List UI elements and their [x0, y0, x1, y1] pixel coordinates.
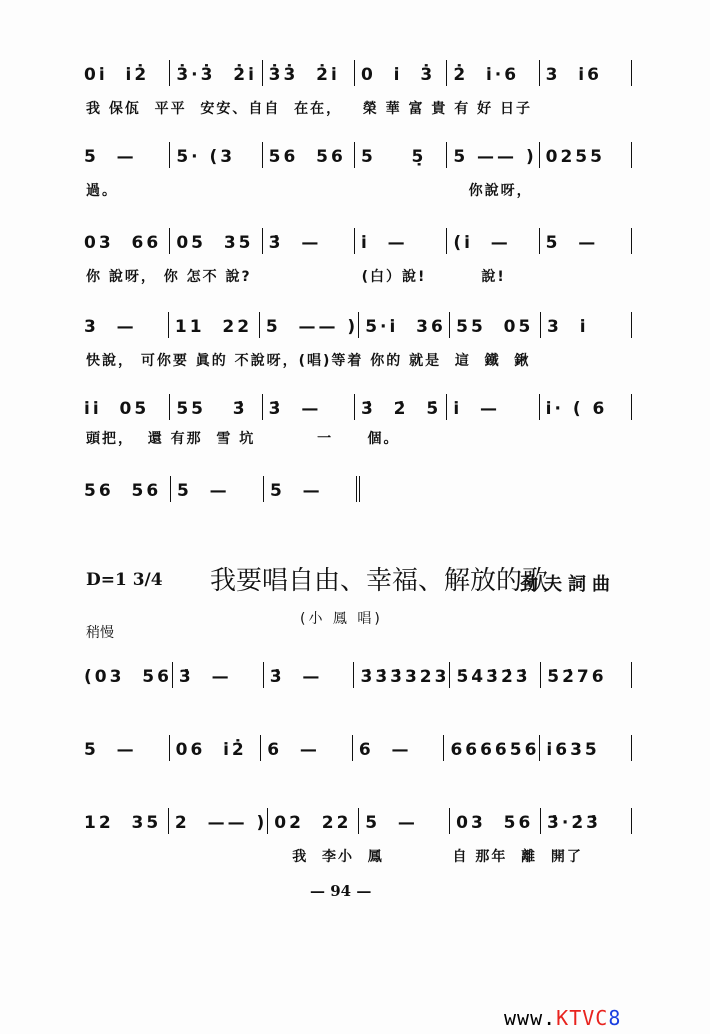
- measure: 2 —— ): [169, 808, 268, 834]
- measure: 06 i̇2̇: [170, 735, 262, 761]
- measure: 02 22: [268, 808, 359, 834]
- notation-line: [84, 392, 632, 420]
- notation-line: [84, 474, 360, 502]
- tempo-marking: 稍慢: [86, 625, 114, 641]
- measure: 5̇2̇76: [541, 662, 632, 688]
- notation-line: [84, 660, 632, 688]
- measure: 3̇3̇3̇323: [354, 662, 450, 688]
- notation-line: [84, 806, 632, 834]
- measure: 11 22: [169, 312, 260, 338]
- measure: 666656: [444, 735, 540, 761]
- measure: i̇· ( 6: [540, 394, 632, 420]
- measure: i̇635: [540, 735, 632, 761]
- watermark-part: www.: [504, 1006, 557, 1030]
- lyrics-line: 快說， 可你要 眞的 不說呀，(唱)等着 你的 就是 這 鐵 鍬: [86, 353, 531, 369]
- watermark: [504, 1006, 621, 1030]
- measure: 56 56: [84, 476, 171, 502]
- song-title: 我要唱自由、幸福、解放的歌: [210, 566, 549, 596]
- song-author: 劲夫詞曲: [520, 574, 616, 595]
- watermark-part: KTVC: [556, 1006, 609, 1030]
- measure: 0 i̇ 3̇: [355, 60, 447, 86]
- measure: 0i̇ i̇2̇: [84, 60, 170, 86]
- measure: 5 —: [540, 228, 632, 254]
- measure: 3̇ —: [173, 662, 264, 688]
- measure: (03 56: [84, 662, 173, 688]
- measure: 12 35: [84, 808, 169, 834]
- measure: 3 —: [84, 312, 169, 338]
- watermark-part: 8: [608, 1006, 622, 1030]
- measure: 56 56: [263, 142, 355, 168]
- notation-line: [84, 310, 632, 338]
- measure: i̇ —: [355, 228, 447, 254]
- measure: 6 —: [261, 735, 353, 761]
- notation-line: [84, 226, 632, 254]
- measure: i̇i̇ 05: [84, 394, 170, 420]
- measure: 5· (3: [170, 142, 262, 168]
- measure: 3 i̇6: [540, 60, 632, 86]
- measure: 5 —: [264, 476, 360, 502]
- measure: 2̇ i̇·6: [447, 60, 539, 86]
- measure: 5 —— ): [447, 142, 539, 168]
- measure: 3̇·2̇3̇: [541, 808, 632, 834]
- lyrics-line: 我 李小 鳳 自 那年 離 開了: [86, 849, 583, 865]
- measure: 3̇ —: [263, 228, 355, 254]
- key-signature: D=1 3/4: [86, 570, 163, 590]
- measure: 5 5̣: [355, 142, 447, 168]
- measure: 55 3̇: [170, 394, 262, 420]
- page-number: — 94 —: [310, 882, 372, 900]
- measure: 3̇3̇ 2̇i̇: [263, 60, 355, 86]
- measure: 3 i̇: [541, 312, 632, 338]
- measure: 5 —: [359, 808, 450, 834]
- measure: 3̇·3̇ 2̇i̇: [170, 60, 262, 86]
- measure: 5·i̇ 36: [359, 312, 450, 338]
- measure: 5̇4̇3̇2̇3̇: [450, 662, 541, 688]
- measure: 55 05: [450, 312, 541, 338]
- notation-line: [84, 58, 632, 86]
- measure: 5 —— ): [260, 312, 359, 338]
- measure: 5 —: [84, 142, 170, 168]
- measure: 3̇ —: [263, 394, 355, 420]
- lyrics-line: 頭把， 還 有那 雪 坑 一 個。: [86, 431, 400, 447]
- measure: 5 —: [84, 735, 170, 761]
- song-subtitle: (小 鳳 唱): [300, 611, 383, 627]
- measure: 5 —: [171, 476, 264, 502]
- measure: 05 35: [170, 228, 262, 254]
- measure: 03 56: [450, 808, 541, 834]
- measure: 3̇ 2̇ 5̇: [355, 394, 447, 420]
- measure: 0255: [540, 142, 632, 168]
- lyrics-line: 你 說呀， 你 怎不 說? (白）說! 說!: [86, 269, 506, 285]
- measure: 03 66: [84, 228, 170, 254]
- measure: i̇ —: [447, 394, 539, 420]
- lyrics-line: 我 保佤 平平 安安、自自 在在， 榮 華 富 貴 有 好 日子: [86, 101, 532, 117]
- lyrics-line: 過。 你說呀，: [86, 183, 533, 199]
- notation-line: [84, 140, 632, 168]
- notation-line: [84, 733, 632, 761]
- measure: 3̇ —: [264, 662, 355, 688]
- measure: 6 —: [353, 735, 445, 761]
- measure: (i̇ —: [447, 228, 539, 254]
